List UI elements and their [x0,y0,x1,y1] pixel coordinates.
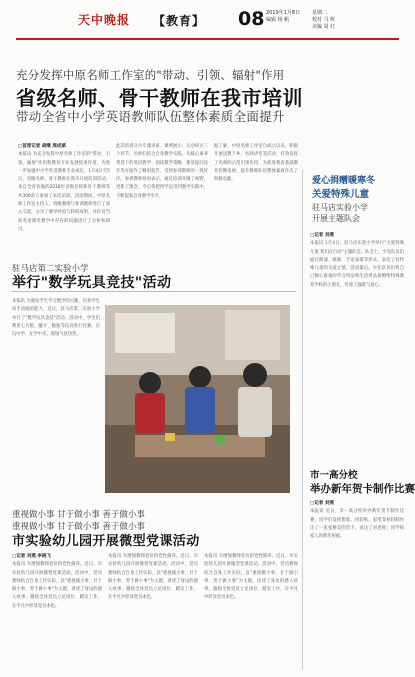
sidebar1-text: 本报讯 1月4日，驻马店实验小学举行"关爱特殊儿童 我们在行动"主题队会。队会上，少先队员们通过朗诵、歌舞、手语表演等形式，表达了对特殊儿童的关爱之情。活动最后，少先队员们将自己精心准备的学习用品和生活用品捐赠给特殊教育学校的小朋友，传递了温暖与爱心。 [310,241,404,288]
newspaper-logo: 天中晚报 [78,13,131,27]
sidebar-divider [302,170,303,670]
issue-weekday: 星期二 [312,10,328,16]
sidebar1-subhead: 驻马店实验小学 [312,203,368,212]
page-number: 08 [238,8,265,30]
classroom-photo-illustration [105,305,290,493]
lead-column-3: 据了解，中原名师工作室自成立以来，积极开展送教下乡、名师讲堂等活动，有效发挥了名师的示范引领作用，为促进我省基础教育均衡发展、提升教师队伍整体素质作出了积极贡献。 [214,144,298,183]
lead-column-2: 此次培训分为专题讲座、课例展示、互动研讨三个环节。名师们结合自身教学实践，从核心素养背景下的英语教学、阅读教学策略、课堂提问设计等方面作了精彩报告，受到参训教师的一致好评。参训教师纷纷表示，通过培训开阔了视野，更新了理念，今后将把所学运用到教学实践中，不断提高自身教学水平。 [116,144,208,199]
extra-credit: 美编 周 红 [312,24,336,30]
sidebar2-text: 本报讯 近日，市一高分校举办新年贺卡制作比赛，同学们发挥想象，用彩纸、彩笔等材料制作出了一张张精美的贺卡，表达了对老师、同学和家人的新年祝福。 [310,509,404,540]
sidebar1-subhead-2: 开展主题队会 [312,214,360,223]
story3-column-2: 本报讯 为增强教师党员的党性修养，近日，市实验幼儿园开展微型党课活动。活动中，党员教师结合自身工作实际，以"重视做小事、甘于做小事、善于做小事"为主题，讲述了身边的感人故事，激励全体党员立足岗位、踏实工作，在平凡中彰显党员本色。 [108,554,198,601]
story3-body: 本报讯 为增强教师党员的党性修养，近日，市实验幼儿园开展微型党课活动。活动中，党员教师结合自身工作实际，以"重视做小事、甘于做小事、善于做小事"为主题，讲述了身边的感人故事，激励全体党员立足岗位、踏实工作，在平凡中彰显党员本色。 [12,562,102,609]
lead-kicker: 充分发挥中原名师工作室的"带动、引领、辐射"作用 [16,68,285,82]
masthead-rule [16,38,399,40]
lead-byline: □首席记者 胡继 周成斌 [18,144,66,149]
sidebar1-body [310,232,404,460]
editor-credit: 编辑 杨 帆 [266,17,290,23]
section-title: 【教育】 [153,14,206,28]
story3-column-3: 本报讯 为增强教师党员的党性修养，近日，市实验幼儿园开展微型党课活动。活动中，党员教师结合自身工作实际，以"重视做小事、甘于做小事、善于做小事"为主题，讲述了身边的感人故事，激励全体党员立足岗位、踏实工作，在平凡中彰显党员本色。 [204,554,298,601]
sidebar2-kicker: 市一高分校 [310,470,358,481]
issue-meta [266,10,300,24]
story3-kicker-2: 重视做小事 甘于做小事 善于做小事 [12,522,145,532]
story2-headline: 举行"数学玩具竞技"活动 [12,275,172,291]
story2-body: 本报讯 为激发学生学习数学的兴趣，培养学生动手动脑的能力，近日，驻马店第二实验小学举行了"数学玩具竞技"活动。活动中，学生们利用七巧板、魔方、数独等玩具进行比赛，在玩中学，在学中乐，现场气氛热烈。 [12,299,100,338]
masthead [8,4,408,38]
sidebar1-kicker-2: 关爱特殊儿童 [312,189,370,200]
story3-byline: □记者 刘燕 李晓飞 [12,554,51,559]
story3-kicker: 重视做小事 甘于做小事 善于做小事 [12,510,145,520]
designer-credit: 校对 马 辉 [312,17,336,23]
story2-kicker: 驻马店第二实验小学 [12,264,89,274]
issue-date: 2019年1月8日 [266,10,301,16]
story3-headline: 市实验幼儿园开展微型党课活动 [12,534,200,549]
lead-col1-text: 本报讯 为充分发挥中原名师工作室的"带动、引领、辐射"作用和教育专业发展促进作用，为进一步加强中小学英语教师专业成长，1月4日至5日，省级名师、骨干教师在我市开展培训活动。来自全省各地的2018年省级名师和骨干教师等共300余人参加了本次培训。活动期间，中原名师工作室主持人、特级教师与参训教师进行了深入交流，分享了教学经验与科研成果，并针对当前英语课堂教学中存在的问题进行了分析和研讨。 [18,152,110,232]
sidebar1-kicker: 爱心捐赠暖寒冬 [312,176,376,186]
lead-subhead: 带动全省中小学英语教师队伍整体素质全面提升 [16,109,285,124]
issue-meta-2 [312,10,335,31]
sidebar2-headline: 举办新年贺卡制作比赛 [310,483,415,495]
sidebar2-byline: □记者 刘燕 [310,501,334,506]
lead-headline: 省级名师、骨干教师在我市培训 [16,86,303,110]
sidebar2-body [310,500,404,668]
lead-column-1 [18,143,110,261]
sidebar1-byline: □记者 刘燕 [310,233,334,238]
story2-rule [12,291,296,292]
story3-column-1 [12,553,102,669]
story2-photo [105,305,290,493]
